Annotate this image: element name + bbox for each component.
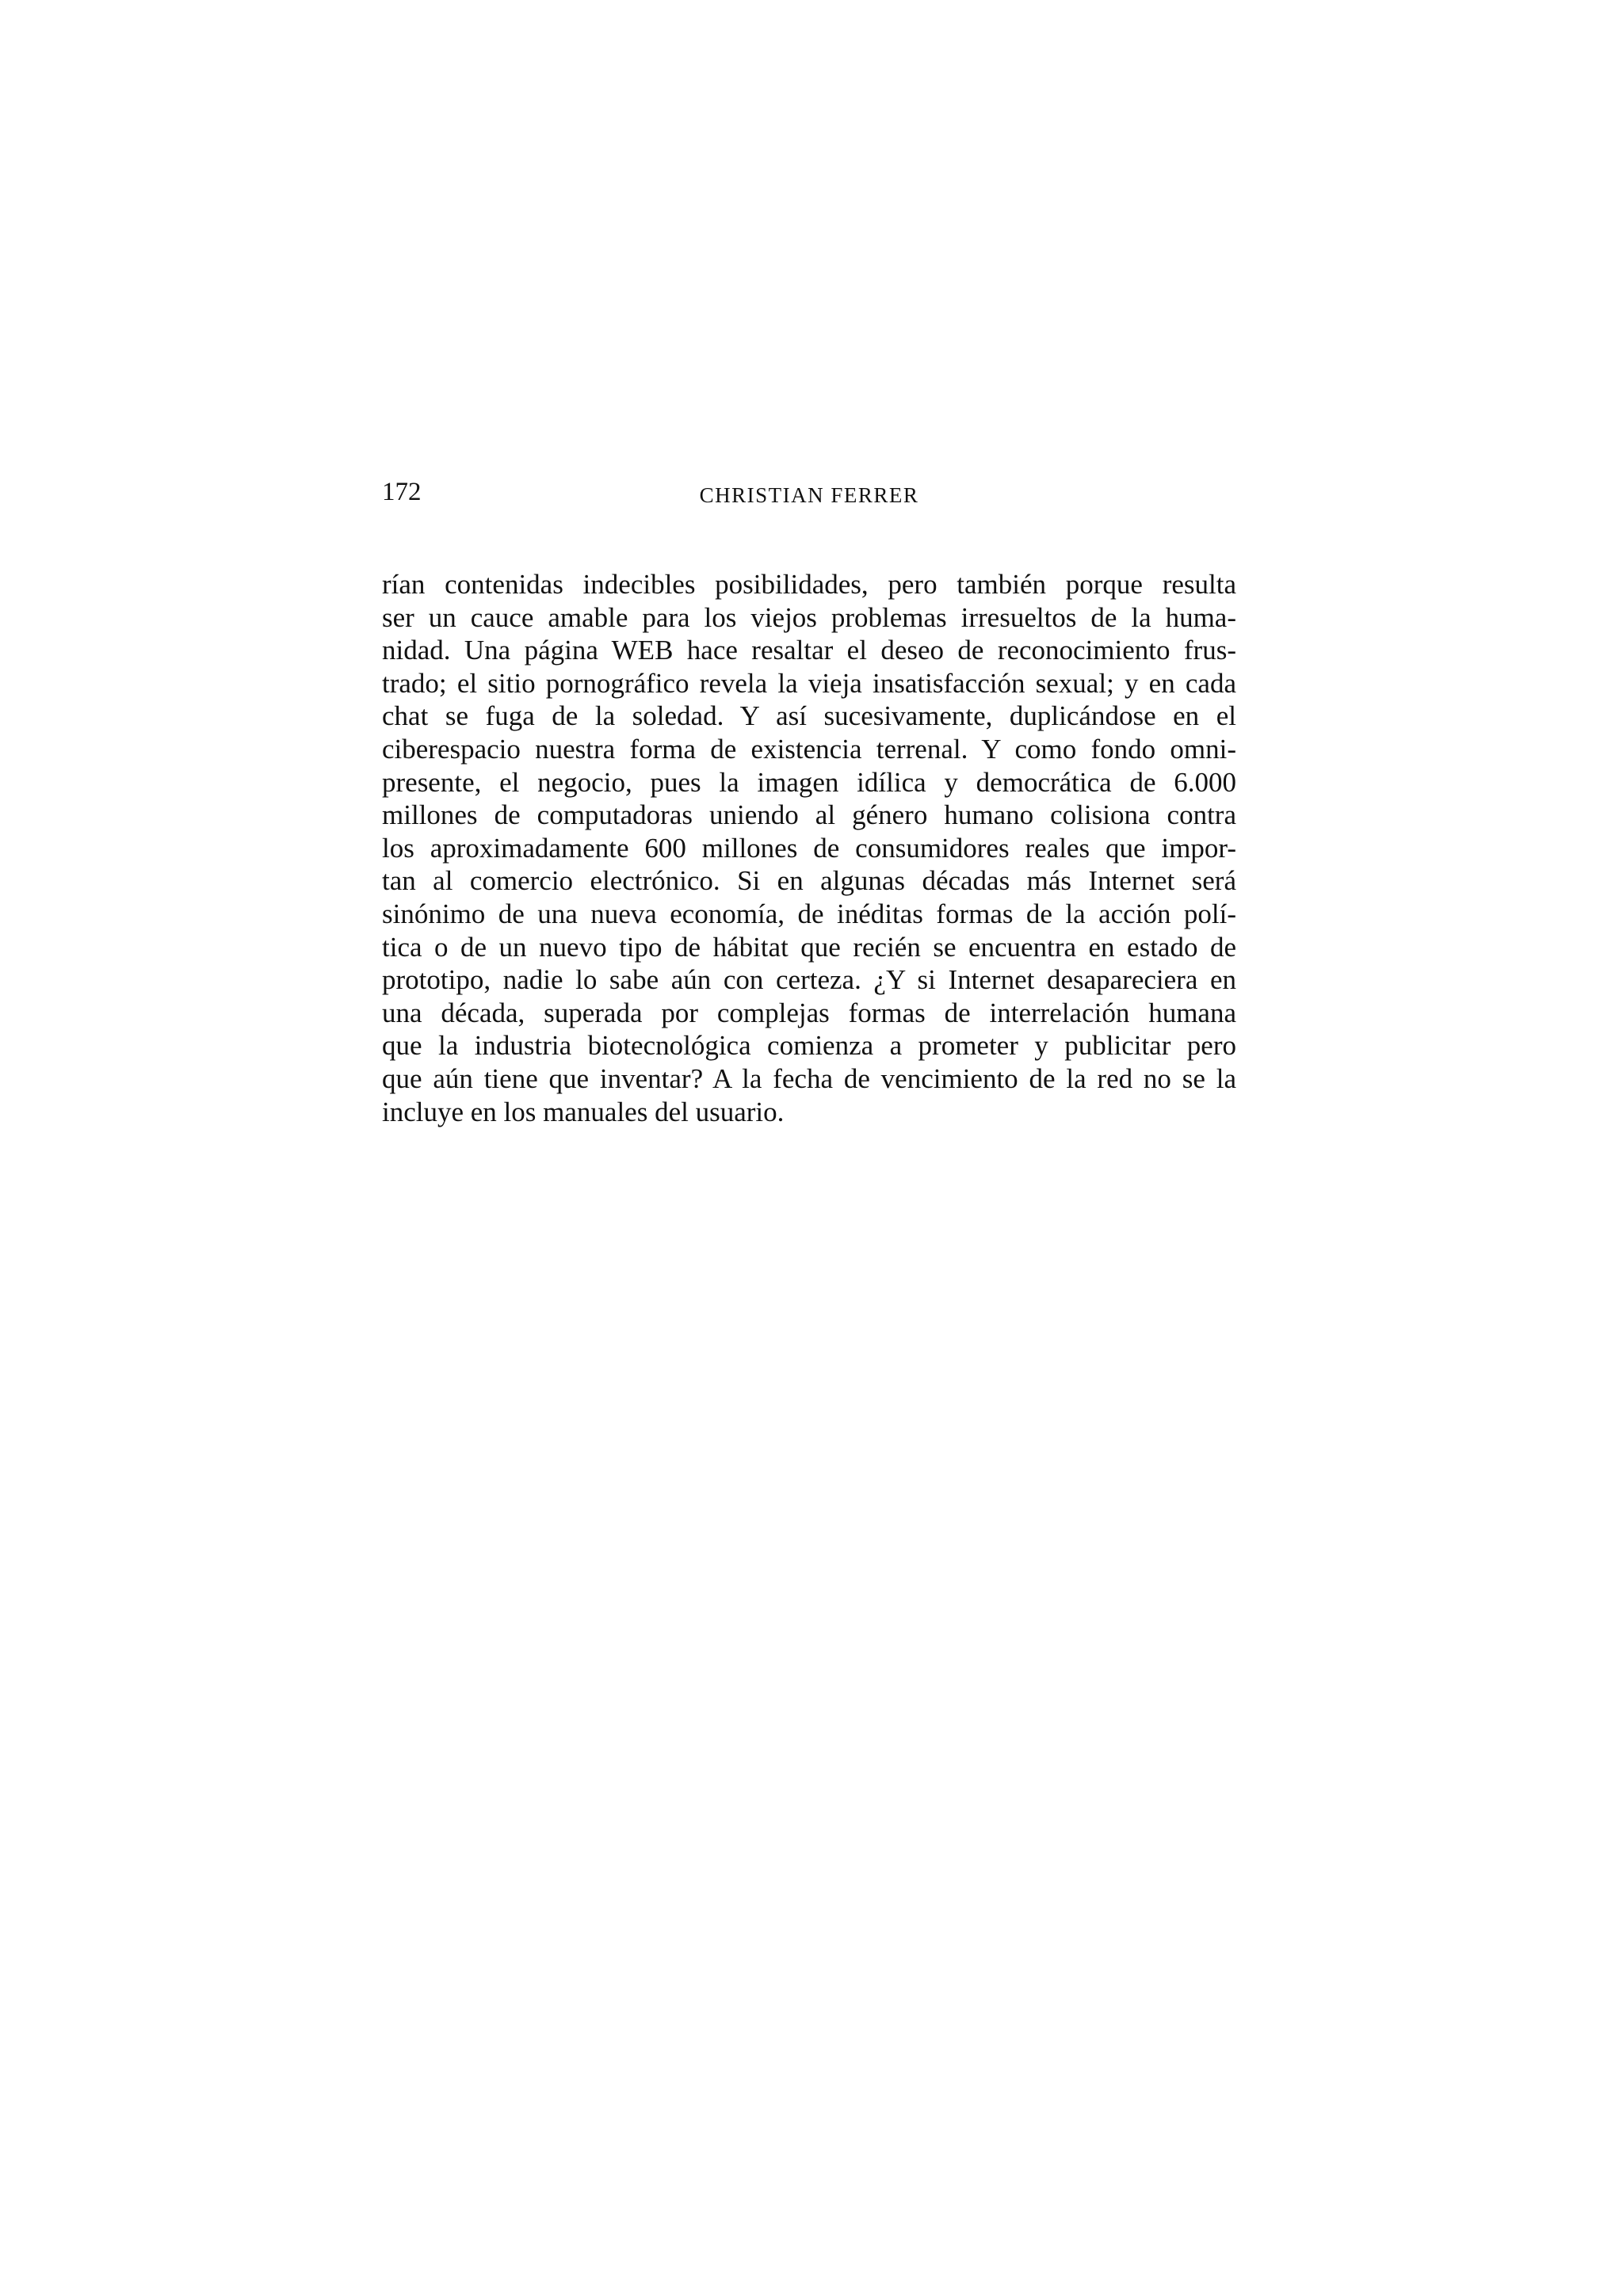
text-line: nidad. Una página WEB hace resaltar el deseo de reconocimiento frus- [382,635,1236,666]
text-line: ser un cauce amable para los viejos problemas irresueltos de la huma- [382,601,1236,633]
text-line: una década, superada por complejas formas de interrelación humana [382,997,1236,1028]
text-line: tica o de un nuevo tipo de hábitat que recién se encuentra en estado de [382,931,1236,963]
running-head [382,472,1236,512]
text-line: millones de computadoras uniendo al género humano colisiona contra [382,799,1236,831]
text-line: chat se fuga de la soledad. Y así sucesivamente, duplicándose en el [382,700,1236,732]
running-title: CHRISTIAN FERRER [699,483,919,507]
text-line: rían contenidas indecibles posibilidades, pero también porque resulta [382,569,1236,600]
text-line: incluye en los manuales del usuario. [382,1096,785,1127]
text-line: que aún tiene que inventar? A la fecha de vencimiento de la red no se la [382,1062,1236,1094]
text-line: tan al comercio electrónico. Si en algunas décadas más Internet será [382,865,1236,897]
text-line: sinónimo de una nueva economía, de inéditas formas de la acción polí- [382,898,1236,929]
text-line: presente, el negocio, pues la imagen idílica y democrática de 6.000 [382,766,1236,798]
body-text [382,568,1236,1128]
page-number: 172 [382,478,422,506]
text-line: trado; el sitio pornográfico revela la vieja insatisfacción sexual; y en cada [382,667,1236,699]
text-line: que la industria biotecnológica comienza a prometer y publicitar pero [382,1030,1236,1062]
text-line: prototipo, nadie lo sabe aún con certeza. ¿Y si Internet desapareciera en [382,964,1236,996]
text-line: ciberespacio nuestra forma de existencia terrenal. Y como fondo omni- [382,733,1236,765]
text-line: los aproximadamente 600 millones de consumidores reales que impor- [382,832,1236,864]
